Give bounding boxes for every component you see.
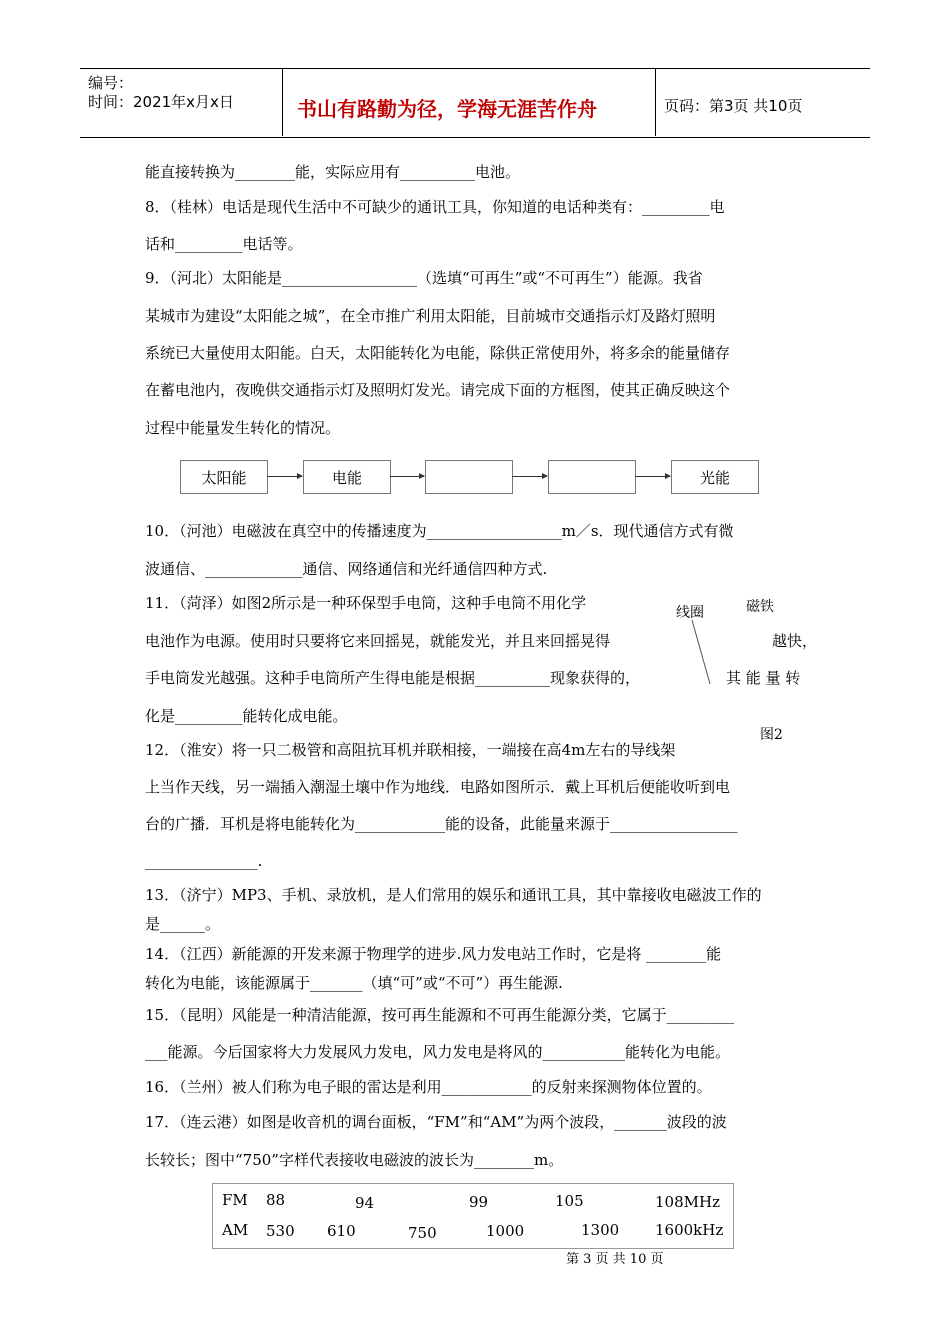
figure2-coil-label: 线圈: [676, 605, 704, 621]
tuner-am-value: 1600kHz: [655, 1221, 724, 1239]
tuner-fm-value: 105: [555, 1192, 584, 1210]
tuner-am-label: AM: [222, 1221, 249, 1239]
page-indicator: 页码：第3页 共10页: [664, 97, 803, 115]
question-15: 15．（昆明）风能是一种清洁能源，按可再生能源和不可再生能源分类，它属于_________: [145, 1006, 735, 1024]
tuner-fm-value: 108MHz: [655, 1193, 720, 1211]
tuner-fm-value: 88: [266, 1191, 286, 1209]
question-9: 9．（河北）太阳能是__________________（选填“可再生”或“不可再生”）能源。我省: [145, 269, 703, 287]
tuner-am-value: 750: [408, 1224, 437, 1242]
text-line: _______________.: [145, 852, 263, 870]
flow-arrow: [390, 476, 424, 477]
text-line: 电池作为电源。使用时只要将它来回摇晃，就能发光，并且来回摇晃得: [145, 632, 611, 650]
flow-box-light: 光能: [671, 460, 759, 494]
flow-box-blank-2: [548, 460, 636, 494]
tuner-fm-label: FM: [222, 1191, 248, 1209]
question-10: 10．（河池）电磁波在真空中的传播速度为__________________m／s．现代通信方式有微: [145, 522, 734, 540]
doc-time-label: 时间：2021年x月x日: [88, 93, 234, 111]
figure2-caption: 图2: [760, 727, 783, 743]
question-8: 8．（桂林）电话是现代生活中不可缺少的通讯工具，你知道的电话种类有：_________电: [145, 198, 725, 216]
flow-box-blank-1: [425, 460, 513, 494]
page-footer: 第 3 页 共 10 页: [566, 1252, 664, 1267]
text-line: 手电筒发光越强。这种手电筒所产生得电能是根据__________现象获得的，: [145, 669, 641, 687]
tuner-am-value: 530: [266, 1222, 295, 1240]
figure2-magnet-label: 磁铁: [746, 599, 774, 615]
figure2-pointer-line: [690, 618, 720, 688]
tuner-am-value: 1000: [486, 1222, 525, 1240]
flow-box-electric: 电能: [303, 460, 391, 494]
flow-arrow: [635, 476, 670, 477]
text-line: 是______。: [145, 915, 221, 933]
question-16: 16．（兰州）被人们称为电子眼的雷达是利用____________的反射来探测物体位置的。: [145, 1078, 712, 1096]
figure2-side-text: 越快，: [772, 632, 818, 650]
question-14: 14．（江西）新能源的开发来源于物理学的进步.风力发电站工作时，它是将 ________能: [145, 945, 722, 963]
tuner-am-value: 610: [327, 1222, 356, 1240]
text-line: 话和_________电话等。: [145, 235, 303, 253]
text-line: 上当作天线，另一端插入潮湿土壤中作为地线．电路如图所示．戴上耳机后便能收听到电: [145, 778, 731, 796]
flow-box-solar: 太阳能: [180, 460, 268, 494]
text-line: 过程中能量发生转化的情况。: [145, 419, 341, 437]
flow-arrow: [267, 476, 302, 477]
question-11: 11．（菏泽）如图2所示是一种环保型手电筒，这种手电筒不用化学: [145, 594, 587, 612]
text-line: 系统已大量使用太阳能。白天，太阳能转化为电能，除供正常使用外，将多余的能量储存: [145, 344, 731, 362]
tuner-fm-value: 94: [355, 1194, 375, 1212]
text-line: 化是_________能转化成电能。: [145, 707, 348, 725]
flow-arrow: [512, 476, 547, 477]
text-line: 转化为电能，该能源属于_______（填“可”或“不可”）再生能源.: [145, 974, 563, 992]
doc-number-label: 编号：: [88, 74, 134, 92]
text-line: 某城市为建设“太阳能之城”，在全市推广利用太阳能，目前城市交通指示灯及路灯照明: [145, 307, 716, 325]
figure2-side-text: 其 能 量 转: [726, 669, 801, 687]
text-line: 在蓄电池内，夜晚供交通指示灯及照明灯发光。请完成下面的方框图，使其正确反映这个: [145, 381, 731, 399]
text-line: 波通信、_____________通信、网络通信和光纤通信四种方式.: [145, 560, 548, 578]
question-17: 17．（连云港）如图是收音机的调台面板，“FM”和“AM”为两个波段，_______波段的波: [145, 1113, 727, 1131]
header-divider: [282, 68, 283, 136]
tuner-am-value: 1300: [581, 1221, 620, 1239]
header-motto: 书山有路勤为径，学海无涯苦作舟: [297, 97, 597, 121]
text-line: ___能源。今后国家将大力发展风力发电，风力发电是将风的___________能转化为电能。: [145, 1043, 731, 1061]
text-line: 台的广播．耳机是将电能转化为____________能的设备，此能量来源于_________________: [145, 815, 738, 833]
text-line: 长较长；图中“750”字样代表接收电磁波的波长为________m。: [145, 1151, 564, 1169]
header-divider: [655, 68, 656, 136]
tuner-fm-value: 99: [469, 1193, 489, 1211]
text-line: 能直接转换为________能，实际应用有__________电池。: [145, 163, 521, 181]
question-12: 12．（淮安）将一只二极管和高阻抗耳机并联相接，一端接在高4m左右的导线架: [145, 741, 676, 759]
question-13: 13．（济宁）MP3、手机、录放机，是人们常用的娱乐和通讯工具，其中靠接收电磁波工作的: [145, 886, 762, 904]
